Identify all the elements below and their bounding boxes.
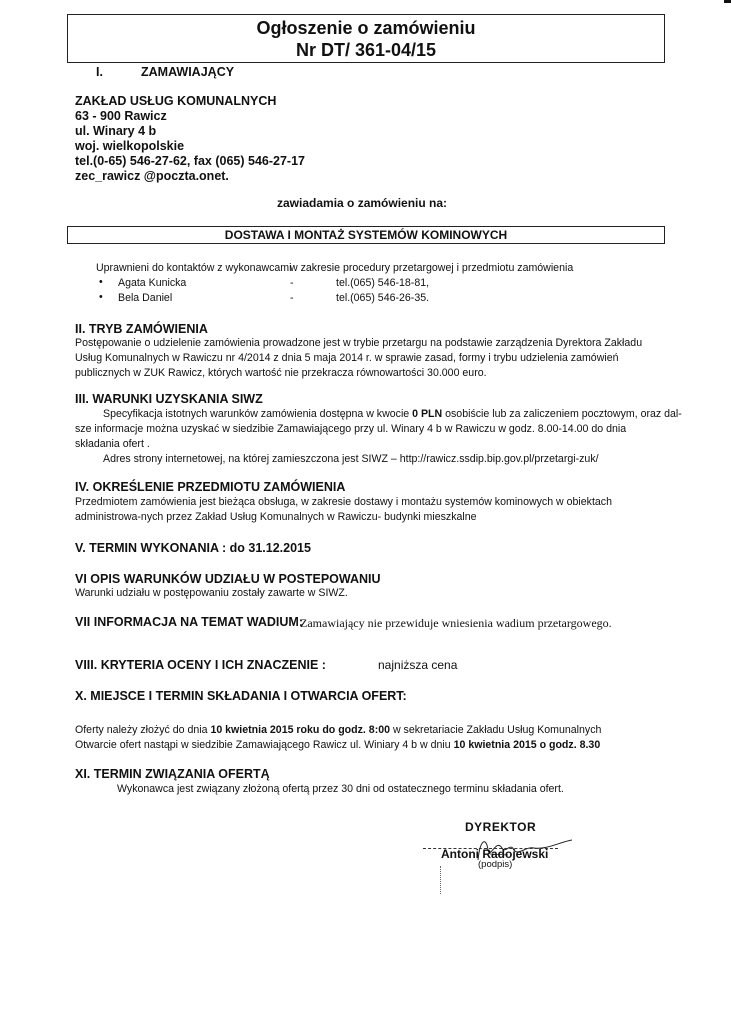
announcement-header (67, 14, 665, 63)
section11-title: XI. TERMIN ZWIĄZANIA OFERTĄ (75, 767, 270, 781)
contact-name: Bela Daniel (118, 292, 173, 304)
section4-title: IV. OKREŚLENIE PRZEDMIOTU ZAMÓWIENIA (75, 480, 346, 494)
siwz-url-line: Adres strony internetowej, na której zamieszczona jest SIWZ – http://rawicz.ssdip.bip.gov.pl/przetargi-zuk/ (103, 453, 599, 465)
announcement-title: Ogłoszenie o zamówieniu (256, 18, 476, 38)
contacts-intro-left: Uprawnieni do kontaktów z wykonawcami (96, 262, 292, 274)
contact-name: Agata Kunicka (118, 277, 187, 289)
address-line: 63 - 900 Rawicz (75, 109, 167, 123)
signature-title: DYREKTOR (465, 820, 537, 834)
section8-value: najniższa cena (378, 658, 458, 672)
section8-title: VIII. KRYTERIA OCENY I ICH ZNACZENIE : (75, 658, 326, 672)
address-line: ul. Winary 4 b (75, 124, 157, 138)
section3-text-a: Specyfikacja istotnych warunków zamówienia dostępna w kwocie (103, 408, 413, 420)
contact-phone: tel.(065) 546-18-81, (336, 277, 430, 289)
signature-mark (440, 866, 442, 894)
address-line: tel.(0-65) 546-27-62, fax (065) 546-27-17 (75, 154, 305, 168)
section10-line1 (75, 723, 601, 738)
notice-line: zawiadamia o zamówieniu na: (277, 196, 448, 210)
section4-text: Przedmiotem zamówienia jest bieżąca obsługa, w zakresie dostawy i montażu systemów kominowych w obiektach administrowa-nych przez Zakład Usług Komunalnych w Rawiczu- budynki mieszkalne (75, 496, 612, 523)
signature-name: Antoni Radojewski (441, 847, 549, 861)
section10-opening-time: 10 kwietnia 2015 o godz. 8.30 (453, 739, 601, 751)
section7-text: Zamawiający nie przewiduje wniesienia wadium przetargowego. (300, 616, 612, 630)
contacts-intro-right: w zakresie procedury przetargowej i przedmiotu zamówienia (290, 262, 574, 274)
scan-corner-mark (724, 0, 731, 3)
address-line: ZAKŁAD USŁUG KOMUNALNYCH (75, 94, 277, 108)
section10-deadline: 10 kwietnia 2015 roku do godz. 8:00 (210, 724, 391, 736)
section10-l1-b: w sekretariacie Zakładu Usług Komunalnych (390, 724, 602, 736)
section10-l2-a: Otwarcie ofert nastąpi w siedzibie Zamawiającego Rawicz ul. Winiary 4 b w dniu (75, 739, 454, 751)
section10-line2 (75, 738, 600, 753)
section2-text: Postępowanie o udzielenie zamówienia prowadzone jest w trybie przetargu na podstawie zarządzenia Dyrektora Zakładu Usług Komunalnych w Rawiczu nr 4/2014 z dnia 5 maja 2014 r. w sprawie zasad, formy i trybu udzielenia zamówień publicznych w ZUK Rawicz, których wartość nie przekracza równowartości 30.000 euro. (75, 337, 643, 379)
section1-number: I. (96, 65, 103, 79)
section6-text: Warunki udziału w postępowaniu zostały zawarte w SIWZ. (75, 587, 348, 599)
section3-text-line1 (103, 407, 682, 422)
address-line: zec_rawicz @poczta.onet. (75, 169, 229, 183)
bullet-icon: • (99, 291, 103, 303)
section3-price: 0 PLN (412, 408, 443, 420)
section6-title: VI OPIS WARUNKÓW UDZIAŁU W POSTEPOWANIU (75, 572, 381, 586)
subject-title: DOSTAWA I MONTAŻ SYSTEMÓW KOMINOWYCH (224, 228, 508, 242)
section5-title: V. TERMIN WYKONANIA : do 31.12.2015 (75, 541, 311, 555)
section3-text-b: osobiście lub za zaliczeniem pocztowym, oraz dal- (442, 408, 682, 420)
section10-title: X. MIEJSCE I TERMIN SKŁADANIA I OTWARCIA OFERT: (75, 689, 407, 703)
section3-title: III. WARUNKI UZYSKANIA SIWZ (75, 392, 263, 406)
signature-caption: (podpis) (478, 859, 513, 870)
section2-title: II. TRYB ZAMÓWIENIA (75, 322, 208, 336)
contact-dash: - (290, 277, 294, 289)
section1-title: ZAMAWIAJĄCY (141, 65, 235, 79)
bullet-icon: • (99, 276, 103, 288)
address-block (75, 94, 305, 184)
subject-box (67, 226, 665, 244)
section11-text: Wykonawca jest związany złożoną ofertą przez 30 dni od ostatecznego terminu składania ofert. (117, 783, 564, 795)
section7-title: VII INFORMACJA NA TEMAT WADIUM: (75, 615, 303, 629)
announcement-number: Nr DT/ 361-04/15 (295, 40, 437, 60)
address-line: woj. wielkopolskie (75, 139, 185, 153)
contact-dash: - (290, 292, 294, 304)
section3-text-c: sze informacje można uzyskać w siedzibie Zamawiającego przy ul. Winary 4 b w Rawiczu w godz. 8.00-14.00 do dnia składania ofert . (75, 423, 627, 450)
contact-phone: tel.(065) 546-26-35. (336, 292, 430, 304)
section10-l1-a: Oferty należy złożyć do dnia (75, 724, 211, 736)
